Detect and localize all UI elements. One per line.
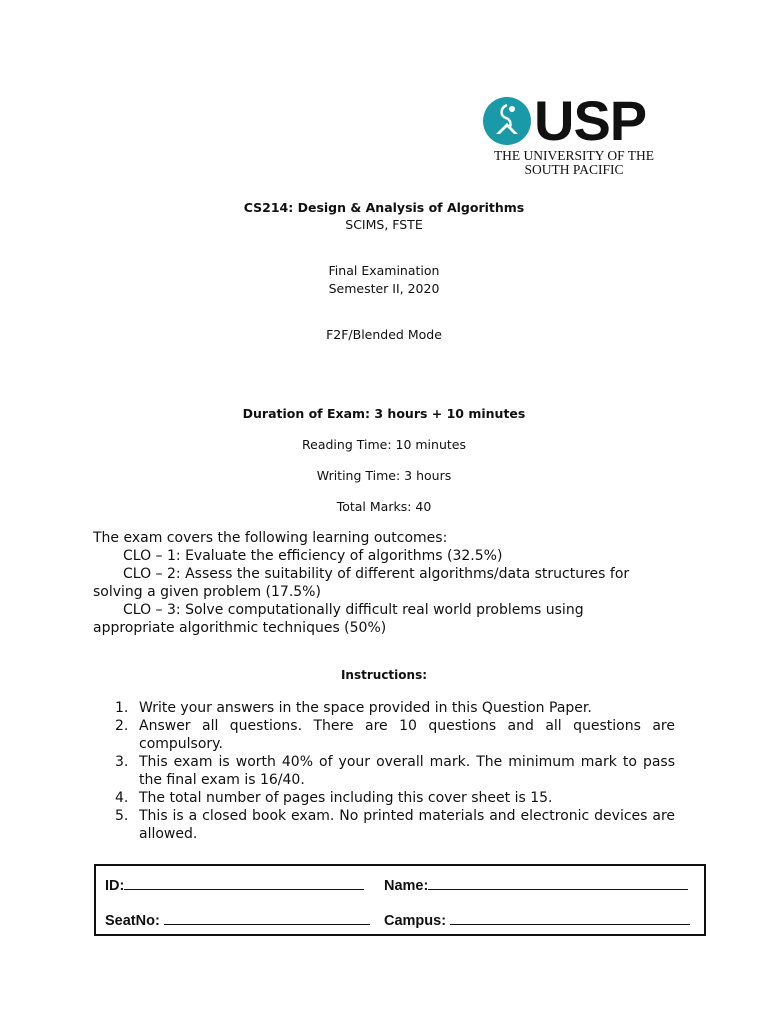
list-item [115, 789, 675, 807]
seatno-blank-line[interactable] [164, 910, 370, 925]
learning-outcomes [93, 529, 683, 637]
item-number: 1. [115, 700, 129, 716]
name-blank-line[interactable] [428, 875, 688, 890]
list-item [115, 699, 675, 717]
logo-line-1: THE UNIVERSITY OF THE [493, 148, 655, 163]
logo-university-name [484, 149, 664, 177]
item-text: This is a closed book exam. No printed materials and electronic devices are allowed. [139, 808, 675, 842]
total-marks: Total Marks: 40 [336, 499, 432, 514]
item-text: The total number of pages including this cover sheet is 15. [139, 790, 553, 806]
clo-2-line-1: CLO – 2: Assess the suitability of different algorithms/data structures for [123, 566, 630, 582]
item-number: 2. [115, 718, 129, 734]
item-number: 4. [115, 790, 129, 806]
clo-2-line-2: solving a given problem (17.5%) [93, 584, 321, 600]
item-number: 3. [115, 754, 129, 770]
list-item [115, 717, 675, 753]
usp-emblem-icon [482, 96, 532, 146]
item-text: This exam is worth 40% of your overall mark. The minimum mark to pass the final exam is 16/40. [139, 754, 675, 788]
clo-3-line-1: CLO – 3: Solve computationally difficult real world problems using [123, 602, 584, 618]
campus-field[interactable] [384, 910, 690, 929]
instructions-title: Instructions: [340, 668, 428, 682]
outcomes-intro: The exam covers the following learning outcomes: [93, 530, 448, 546]
reading-time: Reading Time: 10 minutes [302, 437, 466, 452]
list-item [115, 753, 675, 789]
clo-1: CLO – 1: Evaluate the efficiency of algorithms (32.5%) [123, 548, 503, 564]
course-title: CS214: Design & Analysis of Algorithms [243, 200, 525, 215]
campus-blank-line[interactable] [450, 910, 690, 925]
student-details-box [94, 864, 706, 936]
writing-time: Writing Time: 3 hours [316, 468, 452, 483]
logo-acronym: USP [534, 89, 647, 152]
usp-logo [476, 89, 672, 182]
clo-3-line-2: appropriate algorithmic techniques (50%) [93, 620, 387, 636]
logo-line-2: SOUTH PACIFIC [524, 162, 624, 177]
seatno-field[interactable] [105, 910, 370, 929]
id-blank-line[interactable] [124, 875, 364, 890]
seatno-label: SeatNo: [105, 913, 160, 929]
name-label: Name: [384, 878, 429, 894]
name-field[interactable] [384, 875, 688, 894]
item-text: Write your answers in the space provided in this Question Paper. [139, 700, 592, 716]
exam-duration: Duration of Exam: 3 hours + 10 minutes [242, 406, 526, 421]
instructions-list [115, 699, 675, 843]
list-item [115, 807, 675, 843]
school-name: SCIMS, FSTE [345, 217, 423, 232]
semester: Semester II, 2020 [328, 281, 440, 296]
id-field[interactable] [105, 875, 364, 894]
item-text: Answer all questions. There are 10 questions and all questions are compulsory. [139, 718, 675, 752]
id-label: ID: [105, 878, 125, 894]
exam-type: Final Examination [328, 263, 440, 278]
item-number: 5. [115, 808, 129, 824]
exam-mode: F2F/Blended Mode [326, 327, 442, 342]
campus-label: Campus: [384, 913, 447, 929]
